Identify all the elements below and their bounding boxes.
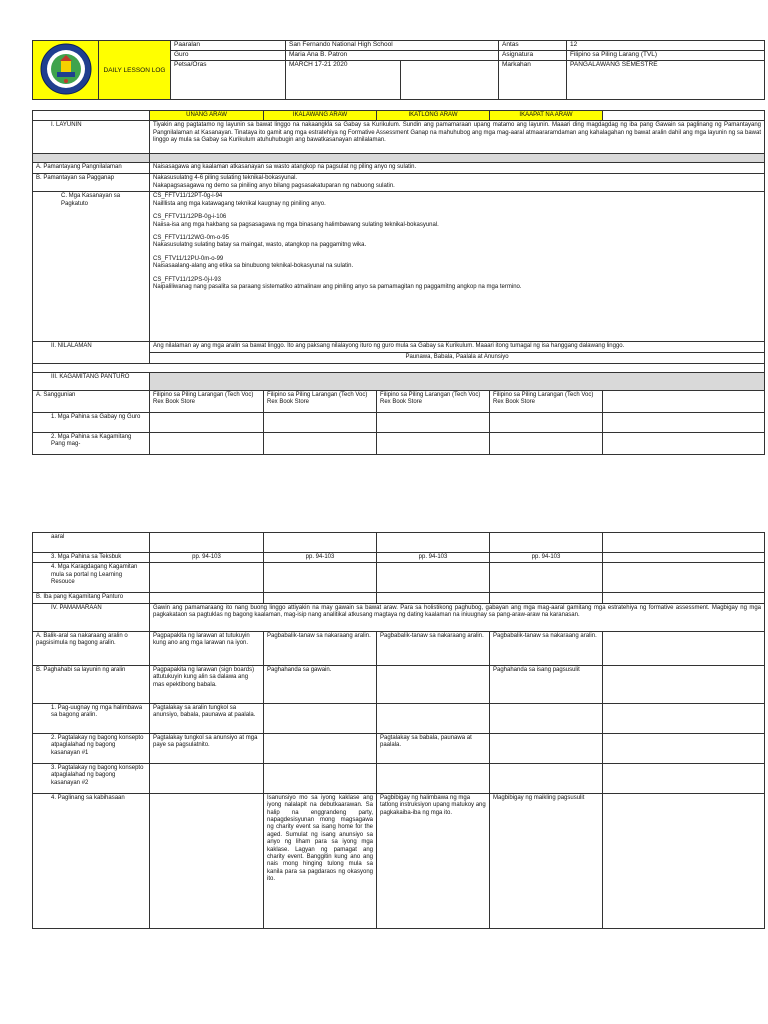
cont-day3 (377, 533, 490, 553)
school-logo-cell (33, 41, 99, 100)
blank-corner-cell (33, 111, 150, 121)
step-c4-day4: Magbibigay ng maikling pagsusulit (490, 793, 603, 928)
page-title: DAILY LESSON LOG (99, 41, 171, 100)
date-extra-cell (401, 61, 499, 100)
kagamitang-cont-label: aaral (33, 533, 150, 553)
sanggunian-day3: Filipino sa Piling Larangan (Tech Voc) Rex Book Store (377, 390, 490, 412)
kagamitang-day3 (377, 432, 490, 454)
grey-separator-label (33, 154, 150, 163)
step-b-extra (603, 665, 765, 703)
nilalaman-label: II. NILALAMAN (33, 342, 150, 363)
step-c2-day2 (264, 733, 377, 763)
day-header-3: IKATLONG ARAW (377, 111, 490, 121)
iba-day1 (150, 593, 264, 603)
school-seal-icon (36, 42, 96, 96)
layunin-label: I. LAYUNIN (33, 121, 150, 154)
karagdagan-day1 (150, 563, 264, 593)
step-b-day3 (377, 665, 490, 703)
day-header-2: IKALAWANG ARAW (264, 111, 377, 121)
lesson-log-table-part2 (32, 532, 765, 929)
step-c3-day1 (150, 763, 264, 793)
teacher-label: Guro (171, 51, 286, 61)
gabay-day2 (264, 412, 377, 432)
cont-day1 (150, 533, 264, 553)
quarter-label: Markahan (499, 61, 567, 100)
blank-day-cell (603, 111, 765, 121)
kasanayan-text: Nailllista ang mga katawagang teknikal kaugnay ng piniling anyo. (153, 200, 326, 207)
kasanayan-label: C. Mga Kasanayan sa Pagkatuto (33, 192, 150, 342)
kagamitang-extra (603, 432, 765, 454)
sanggunian-day4: Filipino sa Piling Larangan (Tech Voc) Rex Book Store (490, 390, 603, 412)
step-c1-label: 1. Pag-uugnay ng mga halimbawa sa bagong aralin. (33, 703, 150, 733)
gabay-day3 (377, 412, 490, 432)
day-header-1: UNANG ARAW (150, 111, 264, 121)
step-c3-label: 3. Pagtalakay ng bagong konsepto atpaglalahad ng bagong kasanayan #2 (33, 763, 150, 793)
kasanayan-list (150, 192, 765, 342)
teacher-value: Maria Ana B. Patron (286, 51, 499, 61)
step-c2-label: 2. Pagtalakay ng bagong konsepto atpaglalahad ng bagong kasanayan #1 (33, 733, 150, 763)
subject-value: Filipino sa Piling Larang (TVL) (567, 51, 765, 61)
kasanayan-item (153, 256, 761, 271)
step-c2-day4 (490, 733, 603, 763)
step-c2-day1: Pagtalakay tungkol sa anunsiyo at mga paye sa pagsulatnito. (150, 733, 264, 763)
gabay-label: 1. Mga Pahina sa Gabay ng Guro (33, 412, 150, 432)
iba-day4 (490, 593, 603, 603)
kasanayan-text: Naipaliliwanag nang pasalita sa paraang sistematiko atmalinaw ang piniling anyo sa pamamagitan ng paggamitng angkop na mga termino. (153, 284, 522, 291)
cont-day2 (264, 533, 377, 553)
kagamitang-day1 (150, 432, 264, 454)
kasanayan-text: Naiisa-isa ang mga hakbang sa pagsasagawa ng mga binasang halimbawang sulating teknikal-bokasyunal. (153, 221, 439, 228)
iba-day3 (377, 593, 490, 603)
lesson-log-table-part1 (32, 110, 765, 455)
sanggunian-label: A. Sanggunian (33, 390, 150, 412)
kasanayan-text: Nakasusulatng sulating batay sa maingat, wasto, atangkop na paggamitng wika. (153, 242, 367, 249)
kagamitang-day4 (490, 432, 603, 454)
iba-extra (603, 593, 765, 603)
subject-label: Asignatura (499, 51, 567, 61)
step-b-day1: Pagpapakita ng larawan (sign boards) attutukuyin kung alin sa dalawa ang mas epektibong babala. (150, 665, 264, 703)
pamantayan-pagganap-label: B. Pamantayan sa Pagganap (33, 174, 150, 192)
kagamitang-day2 (264, 432, 377, 454)
step-c3-day4 (490, 763, 603, 793)
step-a-extra (603, 631, 765, 665)
step-c1-extra (603, 703, 765, 733)
lesson-log-header (32, 40, 765, 100)
step-c3-extra (603, 763, 765, 793)
karagdagan-day3 (377, 563, 490, 593)
step-c1-day2 (264, 703, 377, 733)
grade-value: 12 (567, 41, 765, 51)
kasanayan-code: CS_FFTV11/12WG-0m-o-95 (153, 235, 229, 242)
step-a-day2: Pagbabalik-tanaw sa nakaraang aralin. (264, 631, 377, 665)
sanggunian-extra (603, 390, 765, 412)
step-b-day4: Paghahanda sa isang pagsusulit (490, 665, 603, 703)
step-c1-day1: Pagtalakay sa aralin tungkol sa anunsiyo, babala, paunawa at paalala. (150, 703, 264, 733)
blank-row (33, 363, 765, 372)
step-c4-day3: Pagbibigay ng halimbawa ng mga tatlong instruksiyon upang matukoy ang pagkakaiba-iba ng mga ito. (377, 793, 490, 928)
kasanayan-item (153, 235, 761, 250)
kasanayan-code: CS_FTV11/12PU-0m-o-99 (153, 255, 224, 262)
teksbuk-day4: pp. 94-103 (490, 553, 603, 563)
kasanayan-code: CS_FFTV11/12PB-0g-i-106 (153, 214, 227, 221)
teksbuk-day1: pp. 94-103 (150, 553, 264, 563)
cont-extra (603, 533, 765, 553)
gabay-day1 (150, 412, 264, 432)
school-label: Paaralan (171, 41, 286, 51)
teksbuk-extra (603, 553, 765, 563)
karagdagan-label: 4. Mga Karagdagang Kagamitan mula sa portal ng Learning Resouce (33, 563, 150, 593)
kasanayan-item (153, 277, 761, 292)
step-a-day4: Pagbabalik-tanaw sa nakaraang aralin. (490, 631, 603, 665)
kagamitan-grey-cell (150, 372, 765, 390)
pagganap-line: Nakasusulatng 4-6 piling sulating teknikal-bokasyunal. (153, 175, 298, 182)
step-c2-extra (603, 733, 765, 763)
sanggunian-day2: Filipino sa Piling Larangan (Tech Voc) Rex Book Store (264, 390, 377, 412)
cont-day4 (490, 533, 603, 553)
gabay-extra (603, 412, 765, 432)
layunin-text: Tiyakin ang pagtatamo ng layunin sa bawat linggo na nakaangkla sa Gabay sa Kurikulum. Sundin ang pamamaraan upang matamo ang layunin. Maaari ding magdagdag ng iba pang Gawain sa paglinang ng Pamantayang Pangnilalaman at Kasanayan. Tinataya ito gamit ang mga estratehiya ng Formative Assessment Ganap na mahuhubog ang mga mag-aaral atmaararamdaman ang kahalagahan ng bawat aralin dahil ang mga layunin ng sa bawat linggo ay mula sa Gabay sa Kurikulum atuhuhubugin ang bawatkasanayan atnilalaman. (150, 121, 765, 154)
karagdagan-extra (603, 563, 765, 593)
teksbuk-day2: pp. 94-103 (264, 553, 377, 563)
date-label: Petsa/Oras (171, 61, 286, 100)
grade-label: Antas (499, 41, 567, 51)
step-c1-day3 (377, 703, 490, 733)
iba-label: B. Iba pang Kagamitang Panturo (33, 593, 150, 603)
sanggunian-day1: Filipino sa Piling Larangan (Tech Voc) Rex Book Store (150, 390, 264, 412)
day-header-4: IKAAPAT NA ARAW (490, 111, 603, 121)
step-c4-day1 (150, 793, 264, 928)
step-c1-day4 (490, 703, 603, 733)
step-c4-extra (603, 793, 765, 928)
karagdagan-day2 (264, 563, 377, 593)
teksbuk-day3: pp. 94-103 (377, 553, 490, 563)
step-a-day1: Pagpapakita ng larawan at tutukuyin kung ano ang mga larawan na iyon. (150, 631, 264, 665)
teksbuk-label: 3. Mga Pahina sa Teksbuk (33, 553, 150, 563)
kasanayan-item (153, 214, 761, 229)
step-c3-day3 (377, 763, 490, 793)
kagamitan-label: III. KAGAMITANG PANTURO (33, 372, 150, 390)
grey-separator (150, 154, 765, 163)
pamantayan-pagganap-text (150, 174, 765, 192)
iba-day2 (264, 593, 377, 603)
kasanayan-item (153, 193, 761, 208)
step-c4-day2: Isanunsiyo mo sa iyong kaklase ang iyong nalalapit na debutkaarawan. Sa halip na enggrandeng party, napagdesisyunan mong magsagawa ng charity event sa isang home for the aged. Sumulat ng isang anunsiyo sa anyo ng liham para sa iyong mga kaklase. Lagyan ng pamagat ang charity event. Banggitin kung ano ang nais mong hinging tulong mula sa kanila para sa pagdaraos ng okasyong ito. (264, 793, 377, 928)
step-c4-label: 4. Paglinang sa kabihasaan (33, 793, 150, 928)
nilalaman-text: Ang nilalaman ay ang mga aralin sa bawat linggo. Ito ang paksang nilalayong ituro ng guro mula sa Gabay sa Kurikulum. Maaari itong tumagal ng isa hanggang dalawang linggo. (150, 342, 765, 353)
gabay-day4 (490, 412, 603, 432)
quarter-value: PANGALAWANG SEMESTRE (567, 61, 765, 100)
kasanayan-code: CS_FFTV11/12PT-0g-i-94 (153, 193, 223, 200)
step-a-label: A. Balik-aral sa nakaraang aralin o pagsisimula ng bagong aralin. (33, 631, 150, 665)
step-c3-day2 (264, 763, 377, 793)
school-value: San Fernando National High School (286, 41, 499, 51)
step-c2-day3: Pagtalakay sa babala, paunawa at paalala. (377, 733, 490, 763)
kagamitang-label: 2. Mga Pahina sa Kagamitang Pang mag- (33, 432, 150, 454)
pamantayang-pangnilalaman-label: A. Pamantayang Pangnilalaman (33, 163, 150, 174)
pamantayang-pangnilalaman-text: Naisasagawa ang kaalaman atkasanayan sa wasto atangkop na pagsulat ng piling anyo ng sulatin. (150, 163, 765, 174)
karagdagan-day4 (490, 563, 603, 593)
nilalaman-topic: Paunawa, Babala, Paalala at Anunsiyo (150, 353, 765, 363)
step-a-day3: Pagbabalik-tanaw sa nakaraang aralin. (377, 631, 490, 665)
kasanayan-text: Naisasaalang-alang ang etika sa binubuong teknikal-bokasyunal na sulatin. (153, 263, 354, 270)
pagganap-line: Nakapagsasagawa ng demo sa piniling anyo bilang pagsasakatuparan ng nabuong sulatin. (153, 182, 395, 189)
step-b-day2: Paghahanda sa gawain. (264, 665, 377, 703)
pamamaraan-label: IV. PAMAMARAAN (33, 603, 150, 631)
step-b-label: B. Paghahabi sa layunin ng aralin (33, 665, 150, 703)
pamamaraan-text: Gawin ang pamamaraang ito nang buong linggo attiyakin na may gawain sa bawat araw. Para sa holistikong paghubog, gabayan ang mga mag-aaral gamitang mga estratehiya ng formative assessment. Magbigay ng mga pagkakataon sa pagtuklas ng bagong kaalaman, mag-isip nang analitikal atkusang magtaya ng dating kaalaman na iniuugnay sa pang-araw-araw na karanasan. (150, 603, 765, 631)
date-value: MARCH 17-21 2020 (286, 61, 401, 100)
kasanayan-code: CS_FFTV11/12PS-0j-l-93 (153, 276, 221, 283)
